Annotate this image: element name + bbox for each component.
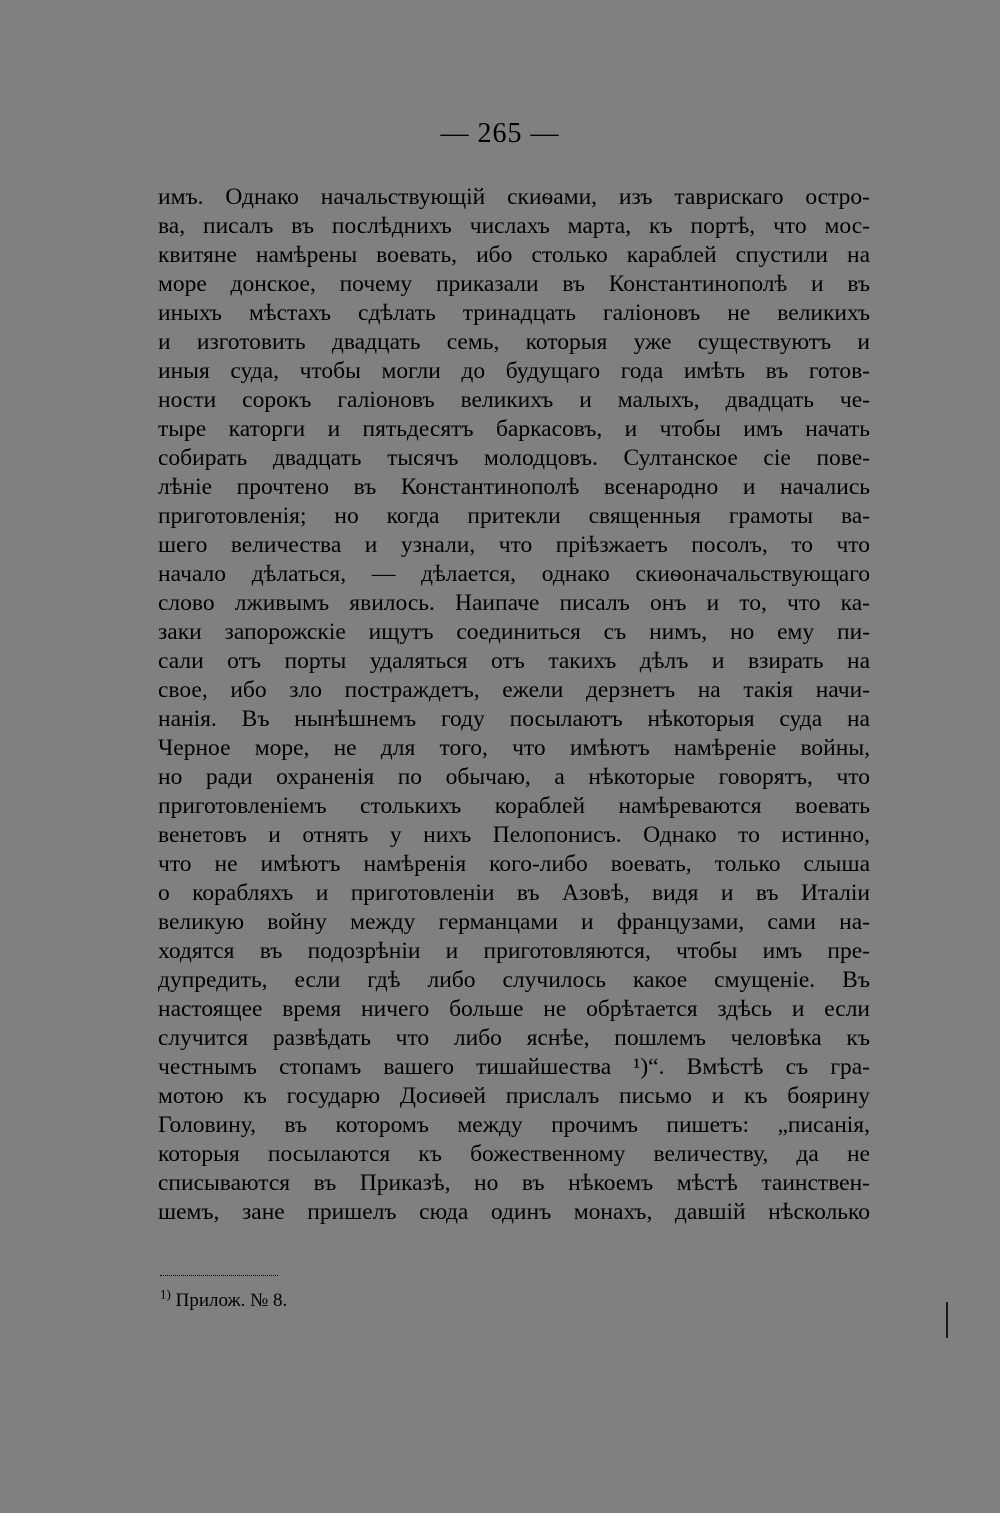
text-line: начало дѣлаться, — дѣлается, однако скиѳоначальствующаго <box>158 561 870 587</box>
text-line: свое, ибо зло постраждетъ, ежели дерзнетъ на такія начи- <box>158 677 870 703</box>
body-text <box>158 183 870 1227</box>
text-line: квитяне намѣрены воевать, ибо столько караблей спустили на <box>158 242 870 268</box>
text-line: шемъ, зане пришелъ сюда одинъ монахъ, давшій нѣсколько <box>158 1199 870 1225</box>
text-line: лѣніе прочтено въ Константинополѣ всенародно и начались <box>158 474 870 500</box>
text-line: которыя посылаются къ божественному величеству, да не <box>158 1141 870 1167</box>
page-number: — 265 — <box>440 118 560 149</box>
text-line: приготовленіемъ столькихъ кораблей намѣреваются воевать <box>158 793 870 819</box>
text-line: венетовъ и отнять у нихъ Пелопонисъ. Однако то истинно, <box>158 822 870 848</box>
text-line: случится развѣдать что либо яснѣе, пошлемъ человѣка къ <box>158 1025 870 1051</box>
footnote-text: Прилож. № 8. <box>175 1290 288 1311</box>
text-line: море донское, почему приказали въ Константинополѣ и въ <box>158 271 870 297</box>
text-line: иныя суда, чтобы могли до будущаго года имѣть въ готов- <box>158 358 870 384</box>
text-line: заки запорожскіе ищутъ соединиться съ нимъ, но ему пи- <box>158 619 870 645</box>
text-line: честнымъ стопамъ вашего тишайшества ¹)“. Вмѣстѣ съ гра- <box>158 1054 870 1080</box>
text-line: нанія. Въ нынѣшнемъ году посылаютъ нѣкоторыя суда на <box>158 706 870 732</box>
text-line: сали отъ порты удаляться отъ такихъ дѣлъ и взирать на <box>158 648 870 674</box>
text-line: шего величества и узнали, что пріѣзжаетъ посолъ, то что <box>158 532 870 558</box>
text-line: великую войну между германцами и французами, сами на- <box>158 909 870 935</box>
text-line: о корабляхъ и приготовленіи въ Азовѣ, видя и въ Италіи <box>158 880 870 906</box>
text-line: но ради охраненія по обычаю, а нѣкоторые говорятъ, что <box>158 764 870 790</box>
text-line: и изготовить двадцать семь, которыя уже существуютъ и <box>158 329 870 355</box>
page-edge-mark <box>946 1302 948 1338</box>
text-line: мотою къ государю Досиѳей прислалъ письмо и къ боярину <box>158 1083 870 1109</box>
text-line: иныхъ мѣстахъ сдѣлать тринадцать галіоновъ не великихъ <box>158 300 870 326</box>
text-line: собирать двадцать тысячъ молодцовъ. Султанское сіе пове- <box>158 445 870 471</box>
text-line: ва, писалъ въ послѣднихъ числахъ марта, къ портѣ, что мос- <box>158 213 870 239</box>
footnote-divider <box>160 1275 278 1276</box>
text-line: Черное море, не для того, что имѣютъ намѣреніе войны, <box>158 735 870 761</box>
text-line: ности сорокъ галіоновъ великихъ и малыхъ, двадцать че- <box>158 387 870 413</box>
text-line: имъ. Однако начальствующій скиѳами, изъ таврискаго остро- <box>158 184 870 210</box>
footnote-mark: 1) <box>160 1286 171 1302</box>
text-line: слово лживымъ явилось. Наипаче писалъ онъ и то, что ка- <box>158 590 870 616</box>
text-line: дупредить, если гдѣ либо случилось какое смущеніе. Въ <box>158 967 870 993</box>
text-line: списываются въ Приказѣ, но въ нѣкоемъ мѣстѣ таинствен- <box>158 1170 870 1196</box>
text-line: что не имѣютъ намѣренія кого-либо воевать, только слыша <box>158 851 870 877</box>
text-line: приготовленія; но когда притекли священныя грамоты ва- <box>158 503 870 529</box>
text-line: тыре каторги и пятьдесятъ баркасовъ, и чтобы имъ начать <box>158 416 870 442</box>
text-line: Головину, въ которомъ между прочимъ пишетъ: „писанія, <box>158 1112 870 1138</box>
text-line: настоящее время ничего больше не обрѣтается здѣсь и если <box>158 996 870 1022</box>
text-line: ходятся въ подозрѣніи и приготовляются, чтобы имъ пре- <box>158 938 870 964</box>
footnote <box>160 1288 287 1314</box>
